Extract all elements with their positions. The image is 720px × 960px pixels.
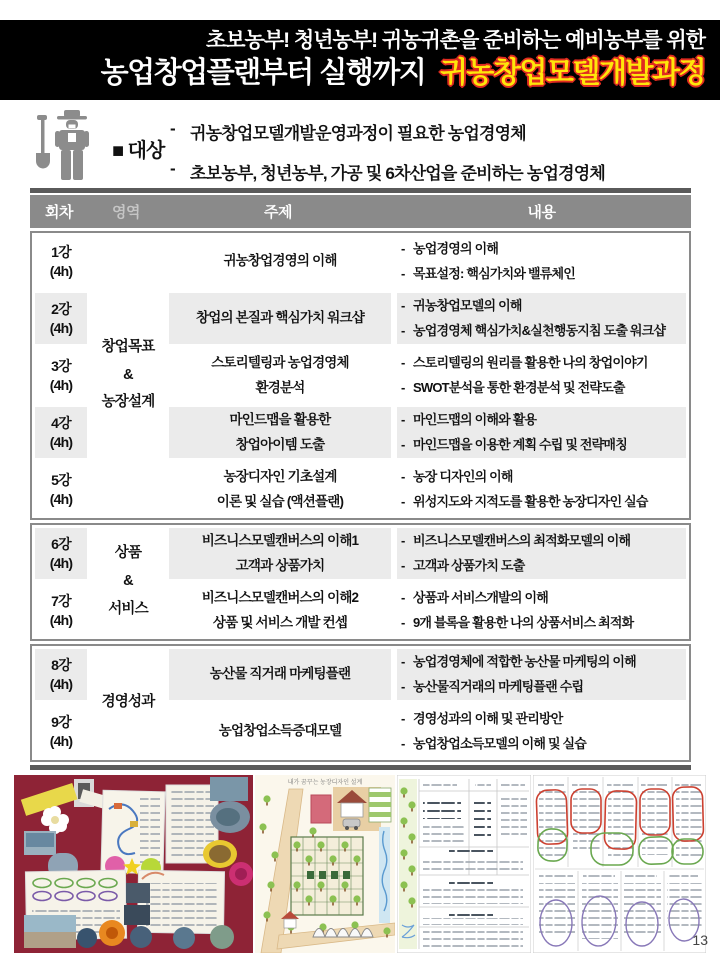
bullet-dash: - bbox=[401, 711, 405, 727]
session-cell bbox=[32, 461, 90, 518]
content-line bbox=[401, 586, 548, 610]
area-text: & bbox=[123, 573, 133, 590]
activity-board-collage-photo bbox=[14, 775, 253, 953]
course-group bbox=[30, 523, 691, 641]
content-line bbox=[401, 707, 563, 731]
content-text: 농업경영의 이해 bbox=[413, 241, 499, 257]
table-header-row bbox=[30, 195, 691, 228]
session-cell bbox=[32, 290, 90, 347]
content-line bbox=[401, 408, 536, 432]
photo-strip bbox=[14, 775, 706, 953]
area-cell bbox=[90, 525, 166, 639]
content-cell bbox=[394, 404, 689, 461]
topic-text: 귀농창업경영의 이해 bbox=[223, 253, 337, 269]
target-bullet-list bbox=[170, 112, 605, 199]
area-cell bbox=[90, 233, 166, 518]
content-text: 농산물직거래의 마케팅플랜 수립 bbox=[413, 678, 584, 694]
column-header-2: 영역 bbox=[112, 204, 140, 221]
content-line bbox=[401, 529, 630, 553]
session-number: 3강 bbox=[51, 357, 71, 374]
farm-plan-worksheet-photo bbox=[397, 775, 531, 953]
course-group bbox=[30, 644, 691, 762]
bullet-dash: - bbox=[401, 735, 405, 751]
table-top-bar bbox=[30, 188, 691, 193]
business-model-canvas-photo bbox=[533, 775, 706, 953]
table-body bbox=[30, 231, 691, 762]
content-line bbox=[401, 611, 633, 635]
area-text: 경영성과 bbox=[101, 694, 155, 711]
topic-cell bbox=[166, 582, 394, 639]
target-bullet-text: 귀농창업모델개발운영과정이 필요한 농업경영체 bbox=[190, 124, 526, 143]
farm-drawing-caption: 내가 꿈꾸는 농장디자인 설계 bbox=[287, 780, 363, 786]
session-hours: (4h) bbox=[49, 554, 73, 571]
curriculum-table bbox=[30, 188, 691, 770]
bullet-dash: - bbox=[401, 265, 405, 281]
content-text: 상품과 서비스개발의 이해 bbox=[413, 590, 548, 606]
topic-text: 마인드맵을 활용한 bbox=[229, 412, 331, 428]
topic-text: 농장디자인 기초설계 bbox=[223, 469, 337, 485]
session-number: 1강 bbox=[51, 243, 71, 260]
topic-text: 비즈니스모델캔버스의 이해1 bbox=[201, 533, 359, 549]
content-cell bbox=[394, 646, 689, 703]
headline-title-plain: 농업창업플랜부터 실행까지 bbox=[100, 57, 426, 90]
bullet-dash: - bbox=[401, 590, 405, 606]
topic-text: 농업창업소득증대모델 bbox=[218, 723, 342, 739]
bullet-dash: - bbox=[401, 654, 405, 670]
content-cell bbox=[394, 233, 689, 290]
session-hours: (4h) bbox=[49, 611, 73, 628]
session-number: 9강 bbox=[51, 713, 71, 730]
content-line bbox=[401, 465, 513, 489]
area-cell bbox=[90, 646, 166, 760]
headline-title-highlight: 귀농창업모델개발과정 bbox=[439, 57, 705, 90]
content-text: 경영성과의 이해 및 관리방안 bbox=[413, 711, 563, 727]
area-text: 농장설계 bbox=[101, 394, 155, 411]
headline-title bbox=[0, 55, 705, 91]
content-cell bbox=[394, 461, 689, 518]
session-hours: (4h) bbox=[49, 376, 73, 393]
content-text: 귀농창업모델의 이해 bbox=[413, 298, 522, 314]
session-hours: (4h) bbox=[49, 732, 73, 749]
topic-text: 스토리텔링과 농업경영체 bbox=[211, 355, 349, 371]
content-line bbox=[401, 675, 583, 699]
session-cell bbox=[32, 404, 90, 461]
bullet-dash: - bbox=[401, 412, 405, 428]
content-text: 스토리텔링의 원리를 활용한 나의 창업이야기 bbox=[413, 355, 648, 371]
content-line bbox=[401, 351, 648, 375]
bullet-dash: - bbox=[401, 436, 405, 452]
column-header-4: 내용 bbox=[527, 204, 556, 221]
page-number: 13 bbox=[692, 932, 708, 948]
bullet-dash: - bbox=[401, 469, 405, 485]
content-cell bbox=[394, 525, 689, 582]
topic-cell bbox=[166, 703, 394, 760]
topic-cell bbox=[166, 347, 394, 404]
bullet-dash: - bbox=[401, 493, 405, 509]
topic-text: 고객과 상품가치 bbox=[235, 557, 325, 573]
topic-text: 이론 및 실습 (액션플랜) bbox=[216, 493, 344, 509]
session-cell bbox=[32, 347, 90, 404]
content-text: SWOT분석을 통한 환경분석 및 전략도출 bbox=[413, 379, 625, 395]
content-text: 농장 디자인의 이해 bbox=[413, 469, 513, 485]
topic-text: 상품 및 서비스 개발 컨셉 bbox=[212, 614, 348, 630]
content-text: 농업경영체 핵심가치&실천행동지침 도출 워크샵 bbox=[413, 322, 666, 338]
content-cell bbox=[394, 290, 689, 347]
content-text: 농업창업소득모델의 이해 및 실습 bbox=[413, 735, 587, 751]
content-line bbox=[401, 262, 575, 286]
topic-cell bbox=[166, 461, 394, 518]
area-text: 창업목표 bbox=[101, 338, 155, 355]
target-section bbox=[0, 104, 720, 188]
content-line bbox=[401, 319, 665, 343]
content-line bbox=[401, 237, 498, 261]
session-hours: (4h) bbox=[49, 262, 73, 279]
bullet-dash: - bbox=[401, 241, 405, 257]
bullet-dash: - bbox=[401, 533, 405, 549]
session-cell bbox=[32, 582, 90, 639]
session-hours: (4h) bbox=[49, 675, 73, 692]
content-text: 농업경영체에 적합한 농산물 마케팅의 이해 bbox=[413, 654, 636, 670]
session-number: 4강 bbox=[51, 414, 71, 431]
topic-text: 창업의 본질과 핵심가치 워크샵 bbox=[196, 310, 364, 326]
topic-cell bbox=[166, 404, 394, 461]
bullet-dash: - bbox=[401, 379, 405, 395]
content-text: 9개 블록을 활용한 나의 상품서비스 최적화 bbox=[413, 614, 634, 630]
content-line bbox=[401, 554, 524, 578]
session-hours: (4h) bbox=[49, 433, 73, 450]
target-bullet bbox=[170, 159, 605, 184]
bullet-dash: - bbox=[401, 557, 405, 573]
content-line bbox=[401, 376, 625, 400]
topic-cell bbox=[166, 646, 394, 703]
bullet-dash: - bbox=[401, 678, 405, 694]
content-line bbox=[401, 490, 648, 514]
column-header-1: 회차 bbox=[45, 204, 73, 221]
topic-text: 환경분석 bbox=[255, 379, 305, 395]
session-hours: (4h) bbox=[49, 319, 73, 336]
bullet-dash: - bbox=[170, 119, 175, 138]
session-number: 2강 bbox=[51, 300, 71, 317]
topic-text: 비즈니스모델캔버스의 이해2 bbox=[201, 590, 359, 606]
table-bottom-bar bbox=[30, 765, 691, 770]
farm-design-drawing-photo bbox=[255, 775, 395, 953]
bullet-dash: - bbox=[401, 355, 405, 371]
content-text: 마인드맵의 이해와 활용 bbox=[413, 412, 537, 428]
target-bullet bbox=[170, 119, 605, 144]
session-number: 7강 bbox=[51, 592, 71, 609]
content-line bbox=[401, 650, 636, 674]
topic-text: 창업아이템 도출 bbox=[235, 436, 325, 452]
bullet-dash: - bbox=[401, 298, 405, 314]
area-text: & bbox=[123, 366, 133, 383]
headline-subtitle: 초보농부! 청년농부! 귀농귀촌을 준비하는 예비농부를 위한 bbox=[205, 29, 705, 52]
farmer-with-shovel-icon bbox=[28, 108, 106, 195]
session-cell bbox=[32, 233, 90, 290]
content-line bbox=[401, 294, 522, 318]
content-cell bbox=[394, 703, 689, 760]
area-text: 상품 bbox=[114, 545, 142, 562]
content-text: 마인드맵을 이용한 계획 수립 및 전략매칭 bbox=[413, 436, 627, 452]
session-number: 8강 bbox=[51, 656, 71, 673]
content-text: 목표설정: 핵심가치와 밸류체인 bbox=[413, 265, 576, 281]
session-cell bbox=[32, 703, 90, 760]
bullet-dash: - bbox=[401, 614, 405, 630]
session-cell bbox=[32, 646, 90, 703]
content-line bbox=[401, 732, 586, 756]
content-cell bbox=[394, 347, 689, 404]
topic-cell bbox=[166, 525, 394, 582]
course-group bbox=[30, 231, 691, 520]
session-cell bbox=[32, 525, 90, 582]
session-number: 5강 bbox=[51, 471, 71, 488]
content-cell bbox=[394, 582, 689, 639]
content-text: 비즈니스모델캔버스의 최적화모델의 이해 bbox=[413, 533, 631, 549]
bullet-dash: - bbox=[401, 322, 405, 338]
area-text: 서비스 bbox=[108, 600, 148, 617]
content-text: 고객과 상품가치 도출 bbox=[413, 557, 525, 573]
topic-cell bbox=[166, 290, 394, 347]
bullet-dash: - bbox=[170, 159, 175, 178]
session-hours: (4h) bbox=[49, 490, 73, 507]
topic-text: 농산물 직거래 마케팅플랜 bbox=[209, 666, 351, 682]
content-line bbox=[401, 433, 627, 457]
target-label: ■ 대상 bbox=[112, 140, 165, 162]
topic-cell bbox=[166, 233, 394, 290]
content-text: 위성지도와 지적도를 활용한 농장디자인 실습 bbox=[413, 493, 648, 509]
target-bullet-text: 초보농부, 청년농부, 가공 및 6차산업을 준비하는 농업경영체 bbox=[190, 164, 605, 183]
column-header-3: 주제 bbox=[264, 204, 292, 221]
headline-banner bbox=[0, 20, 720, 100]
session-number: 6강 bbox=[51, 535, 71, 552]
